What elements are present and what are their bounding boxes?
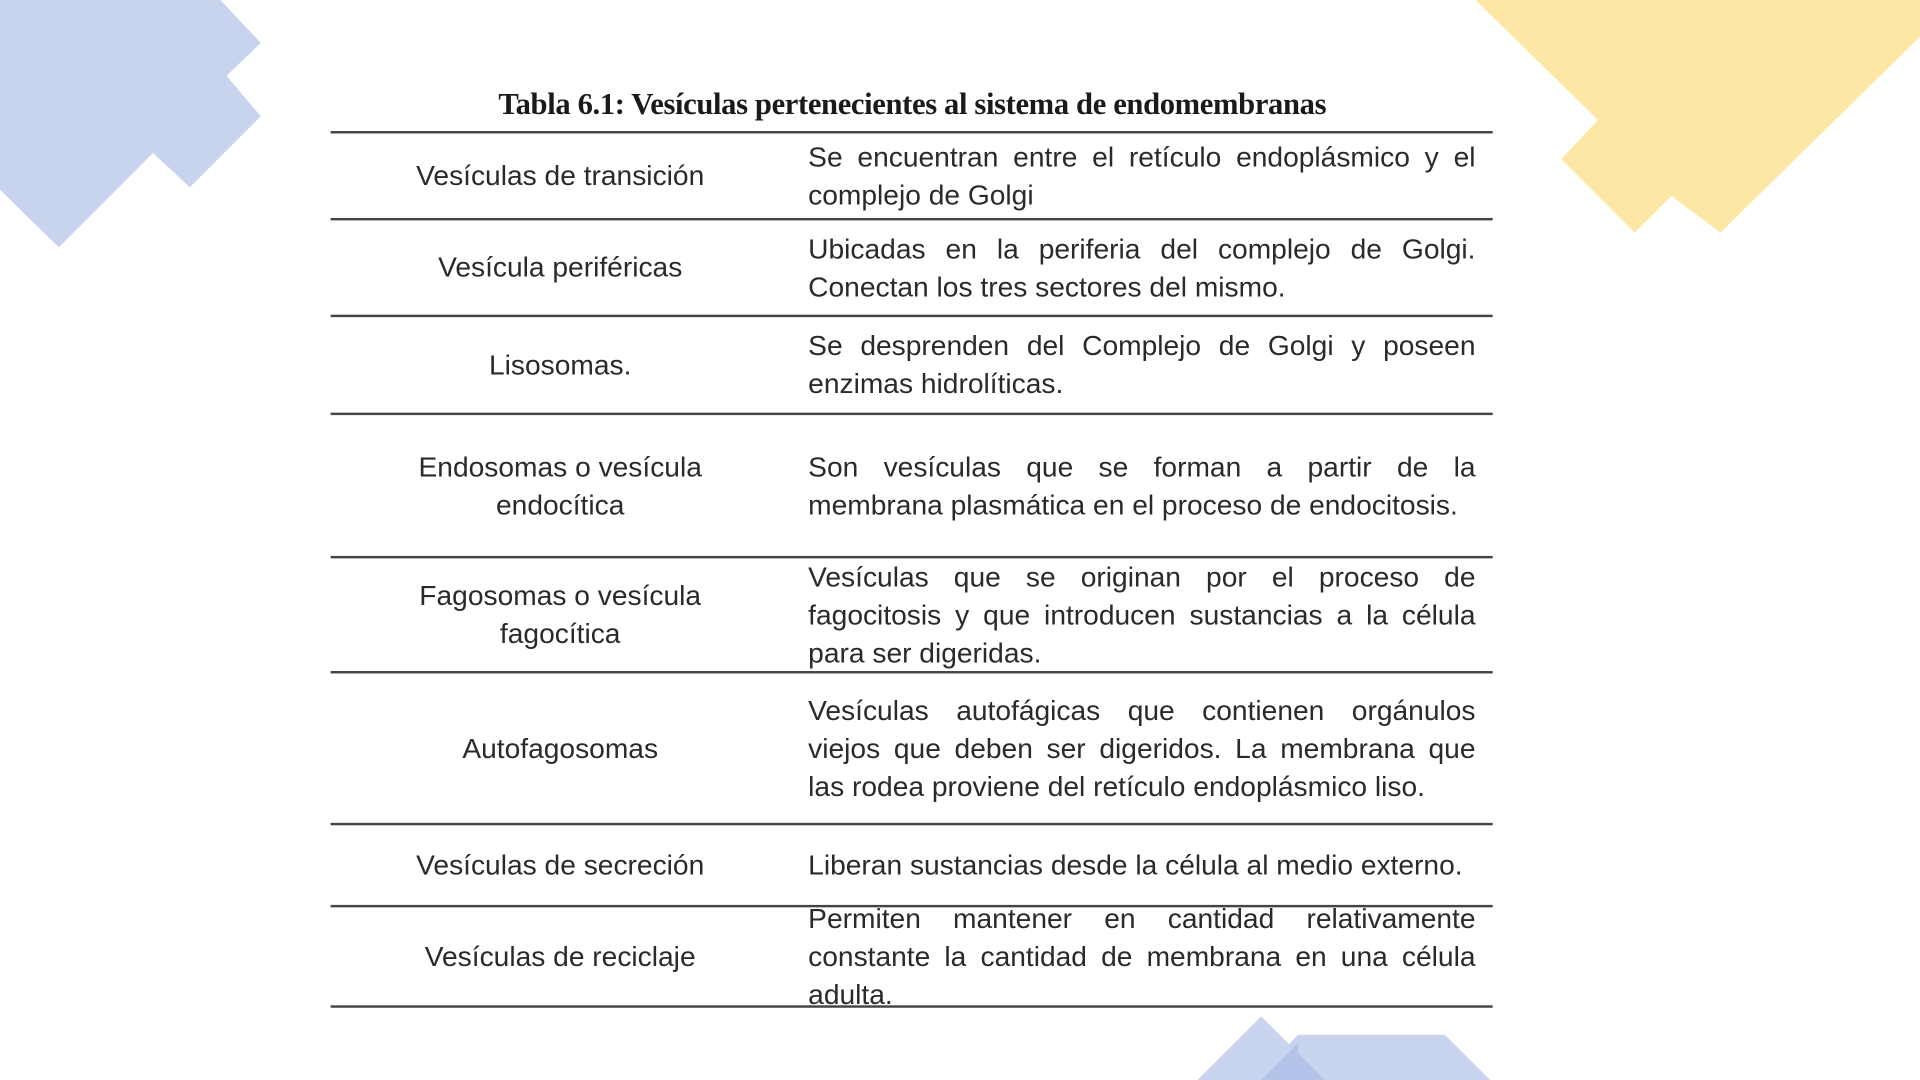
vesicle-description: Se encuentran entre el retículo endoplásmico y el complejo de Golgi (808, 140, 1476, 211)
table-row (331, 673, 1493, 822)
yellow-corner-shape (1476, 0, 1920, 233)
vesicle-name: Lisosomas. (488, 348, 632, 381)
vesicle-name: Vesículas de transición (416, 159, 705, 192)
vesicle-description: Vesículas autofágicas que contienen orgánulos viejos que deben ser digeridos. La membrana que las rodea proviene del retículo endoplásmico liso. (808, 693, 1476, 802)
table-row (331, 220, 1493, 314)
vesicle-name: Vesículas de secreción (416, 848, 705, 881)
vesicle-description: Vesículas que se originan por el proceso de fagocitosis y que introducen sustancias a la célula para ser digeridas. (808, 560, 1476, 668)
table-row (331, 133, 1493, 217)
vesicle-description: Son vesículas que se forman a partir de la membrana plasmática en el proceso de endocitosis. (808, 450, 1476, 520)
vesicle-name: Vesículas de reciclaje (424, 939, 696, 972)
table-row (331, 317, 1493, 413)
vesicle-description: Se desprenden del Complejo de Golgi y poseen enzimas hidrolíticas. (808, 329, 1476, 400)
vesicle-name: Fagosomas o vesícula fagocítica (419, 579, 702, 649)
table-row (331, 825, 1493, 905)
vesicle-description: Permiten mantener en cantidad relativamente constante la cantidad de membrana en una célula adulta. (808, 901, 1476, 1010)
table-title: Tabla 6.1: Vesículas pertenecientes al sistema de endomembranas (498, 88, 1327, 122)
blue-corner-shape (0, 0, 261, 247)
vesicle-description: Ubicadas en la periferia del complejo de Golgi. Conectan los tres sectores del mismo. (808, 232, 1476, 302)
vesicle-name: Vesícula periféricas (438, 251, 683, 283)
table-row (331, 558, 1493, 671)
vesicle-description: Liberan sustancias desde la célula al medio externo. (808, 848, 1463, 881)
table-row (331, 415, 1493, 556)
table-row (331, 901, 1493, 1010)
vesicle-name: Endosomas o vesícula endocítica (418, 450, 702, 520)
vesicle-name: Autofagosomas (462, 731, 659, 764)
